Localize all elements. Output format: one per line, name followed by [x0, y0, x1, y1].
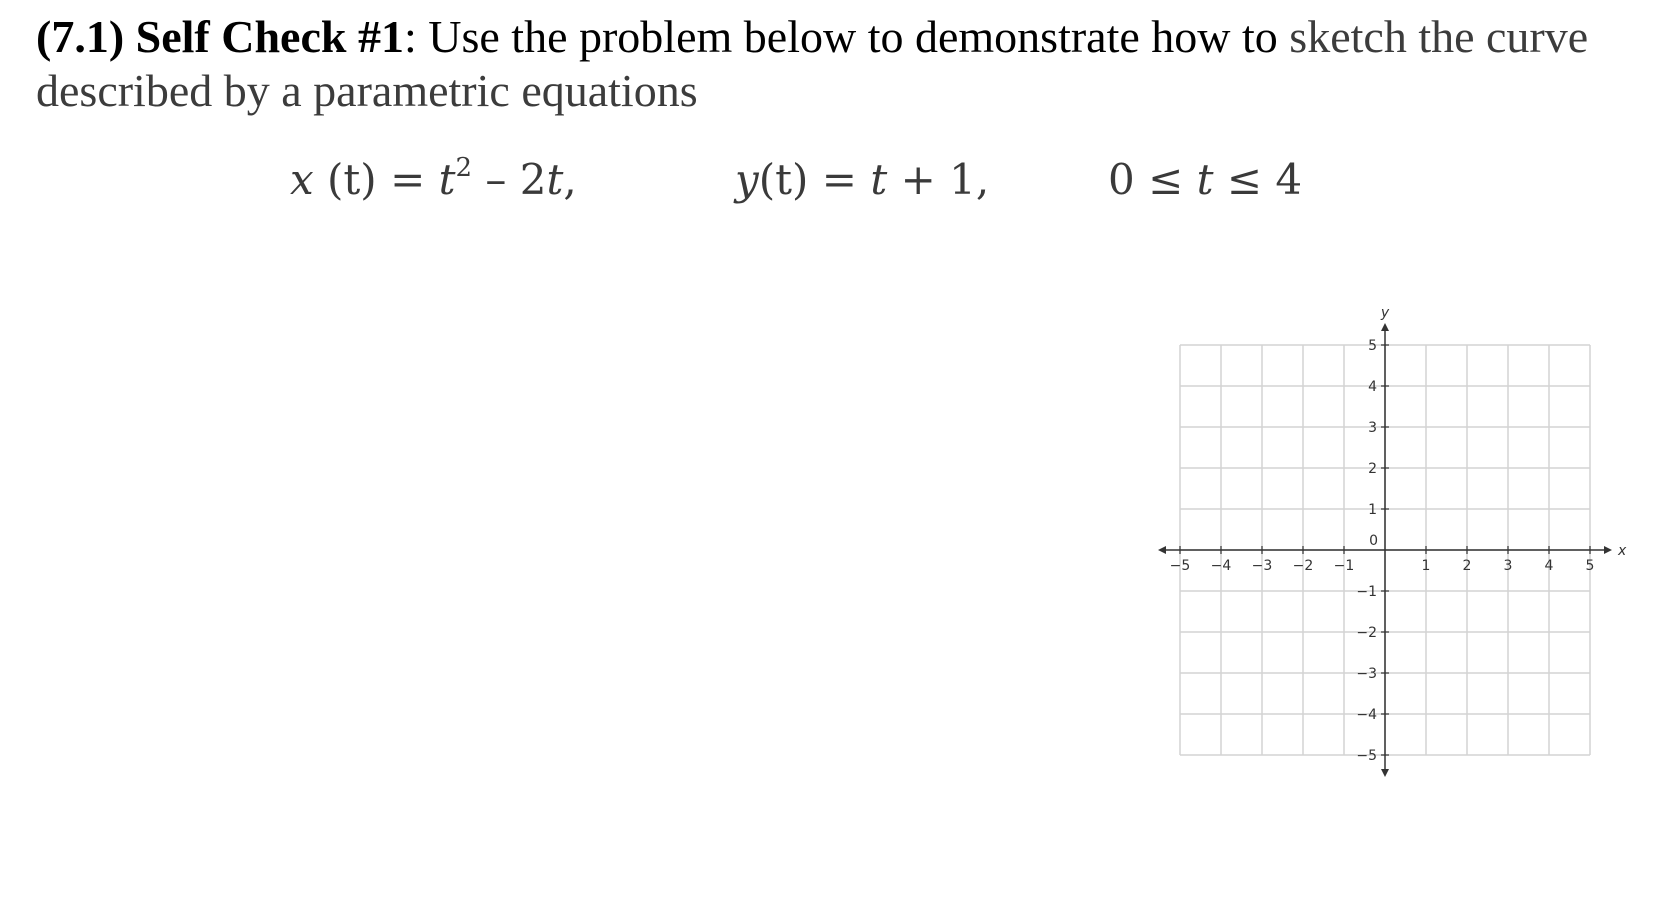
x-tick-label: −4 [1210, 558, 1232, 574]
x-minus-term: – 2 [485, 155, 547, 204]
x-comma: , [563, 155, 577, 204]
heading-text-2: sketch the curve described by a parametric equations [36, 11, 1589, 116]
y-tick-label: −1 [1356, 584, 1377, 600]
x-t-var-2: t [546, 155, 564, 204]
x-tick-label: 2 [1462, 558, 1472, 574]
y-tick-label: 4 [1368, 379, 1377, 395]
heading-text-1: Use the problem below to demonstrate how to [416, 11, 1278, 62]
origin-label: 0 [1369, 533, 1378, 549]
y-equals: = [821, 155, 857, 204]
x-tick-label: −2 [1292, 558, 1314, 574]
x-tick-label: −5 [1169, 558, 1191, 574]
problem-heading [36, 10, 1636, 118]
y-axis-arrow-up-icon [1381, 323, 1389, 331]
y-tick-label: −4 [1356, 707, 1377, 723]
x-tick-label: −1 [1333, 558, 1355, 574]
x-exponent: 2 [455, 153, 473, 183]
y-function-name: y [735, 155, 759, 204]
y-t-var: t [870, 155, 888, 204]
problem-label: (7.1) Self Check #1 [36, 11, 404, 62]
parametric-equations [0, 155, 1666, 215]
x-axis-arrow-left-icon [1158, 546, 1166, 554]
x-t-var: t [438, 155, 456, 204]
y-tick-label: 5 [1368, 338, 1377, 354]
x-equals: = [390, 155, 426, 204]
y-tick-label: −2 [1356, 625, 1377, 641]
t-upper-bound: ≤ 4 [1226, 155, 1303, 204]
x-tick-label: 4 [1544, 558, 1554, 574]
y-axis-arrow-down-icon [1381, 769, 1389, 777]
y-function-arg: (t) [758, 155, 809, 204]
x-tick-label: 1 [1421, 558, 1431, 574]
x-tick-label: 3 [1503, 558, 1513, 574]
y-axis-label: y [1380, 305, 1390, 321]
heading-colon: : [403, 11, 417, 62]
y-tick-label: 1 [1368, 502, 1377, 518]
x-tick-label: 5 [1585, 558, 1595, 574]
x-axis-label: x [1618, 543, 1627, 559]
x-axis-arrow-right-icon [1604, 546, 1612, 554]
coordinate-grid [1150, 295, 1630, 795]
y-plus-term: + 1, [900, 155, 990, 204]
x-function-arg: (t) [327, 155, 377, 204]
x-equation [290, 155, 577, 204]
y-tick-label: −3 [1356, 666, 1377, 682]
x-tick-label: −3 [1251, 558, 1273, 574]
y-tick-label: 2 [1368, 461, 1377, 477]
t-domain [1108, 155, 1302, 204]
y-tick-label: 3 [1368, 420, 1377, 436]
x-function-name: x [290, 155, 314, 204]
t-domain-var: t [1196, 155, 1214, 204]
y-equation [735, 155, 989, 204]
y-tick-label: −5 [1356, 748, 1377, 764]
t-lower-bound: 0 ≤ [1108, 155, 1184, 204]
